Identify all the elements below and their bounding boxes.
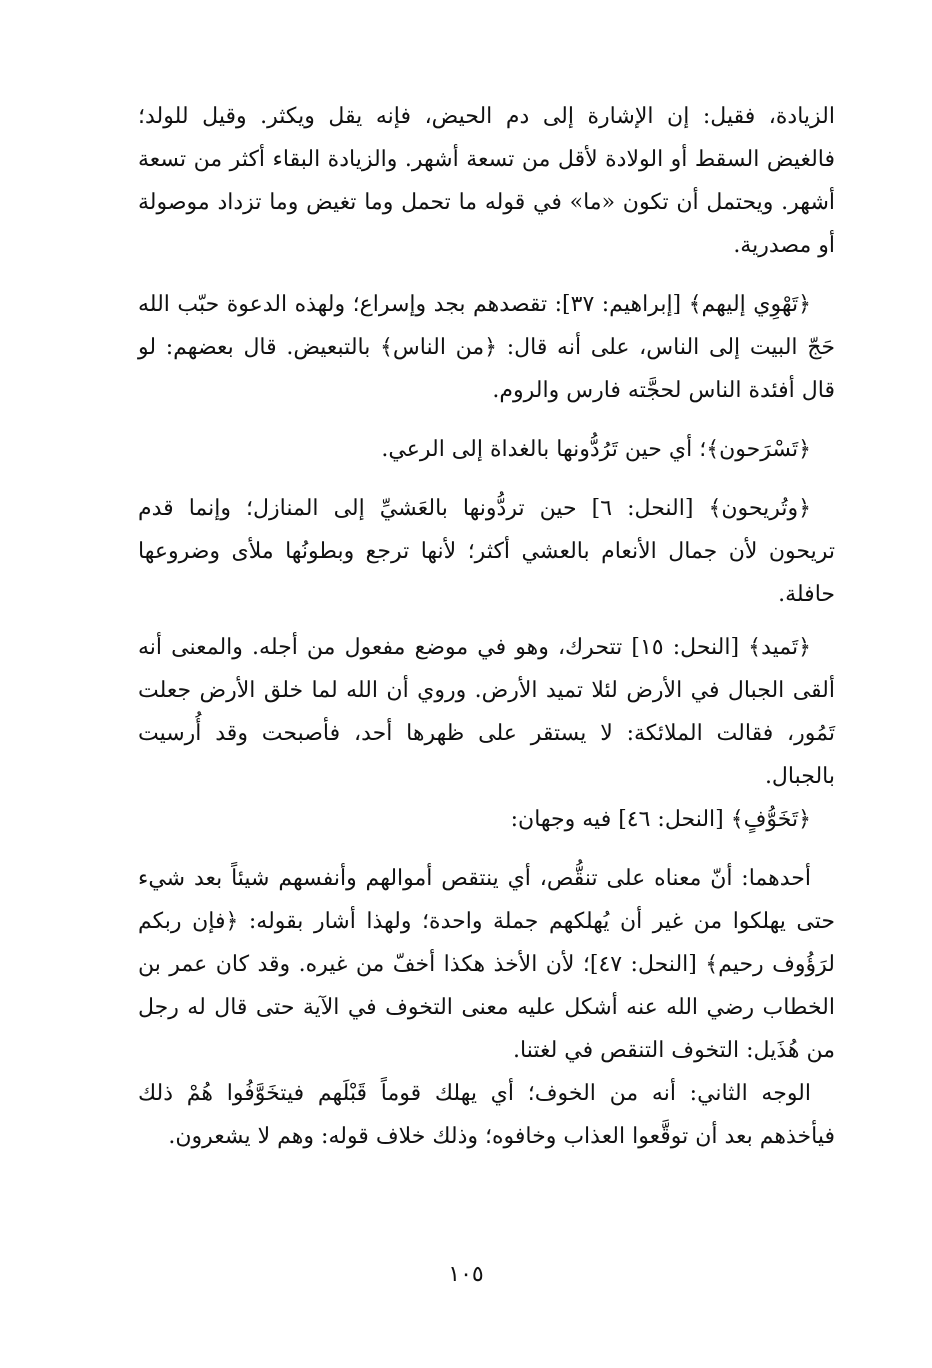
paragraph-tamid: ﴿تَميد﴾ [النحل: ١٥] تتحرك، وهو في موضع مفعول من أجله. والمعنى أنه ألقى الجبال في الأرض لئلا تميد الأرض. وروي أن الله لما خلق الأرض جعلت تَمُور، فقالت الملائكة: لا يستقر على ظهرها أحد، فأصبحت وقد أُرسيت بالجبال. <box>138 635 835 789</box>
page-body <box>138 95 835 1325</box>
paragraph-zyada: الزيادة، فقيل: إن الإشارة إلى دم الحيض، فإنه يقل ويكثر. وقيل للولد؛ فالغيض السقط أو الولادة لأقل من تسعة أشهر. والزيادة البقاء أكثر من تسعة أشهر. ويحتمل أن تكون «ما» في قوله ما تحمل وما تغيض وما تزداد موصولة أو مصدرية. <box>138 104 835 258</box>
paragraph-turihun: ﴿وتُريحون﴾ [النحل: ٦] حين تردُّونها بالعَشيِّ إلى المنازل؛ وإنما قدم تريحون لأن جمال الأنعام بالعشي أكثر؛ لأنها ترجع وبطونُها ملأى وضروعها حافلة. <box>138 496 835 607</box>
paragraph-second-meaning: الوجه الثاني: أنه من الخوف؛ أي يهلك قوماً قَبْلَهم فيتخَوَّفُوا هُمْ ذلك فيأخذهم بعد أن توقَّعوا العذاب وخافوه؛ وذلك خلاف قوله: وهم لا يشعرون. <box>138 1081 835 1149</box>
page-number: ١٠٥ <box>448 1262 484 1287</box>
paragraph-tahwi: ﴿تَهْوِي إليهم﴾ [إبراهيم: ٣٧]: تقصدهم بجد وإسراع؛ ولهذه الدعوة حبّب الله حَجّ البيت إلى الناس، على أنه قال: ﴿من الناس﴾ بالتبعيض. قال بعضهم: لو قال أفئدة الناس لحجَّته فارس والروم. <box>138 292 835 403</box>
paragraph-takhawwuf: ﴿تَخَوُّفٍ﴾ [النحل: ٤٦] فيه وجهان: <box>510 807 811 832</box>
paragraph-tasrahun: ﴿تَسْرَحون﴾؛ أي حين تَرُدُّونها بالغداة إلى الرعي. <box>381 437 811 462</box>
paragraph-first-meaning: أحدهما: أنّ معناه على تنقُّص، أي ينتقص أموالهم وأنفسهم شيئاً بعد شيء حتى يهلكوا من غير أن يُهلكهم جملة واحدة؛ ولهذا أشار بقوله: ﴿فإن ربكم لرَؤُوف رحيم﴾ [النحل: ٤٧]؛ لأن الأخذ هكذا أخفّ من غيره. وقد كان عمر بن الخطاب رضي الله عنه أشكل عليه معنى التخوف في الآية حتى قال له رجل من هُذَيل: التخوف التنقص في لغتنا. <box>138 866 835 1063</box>
